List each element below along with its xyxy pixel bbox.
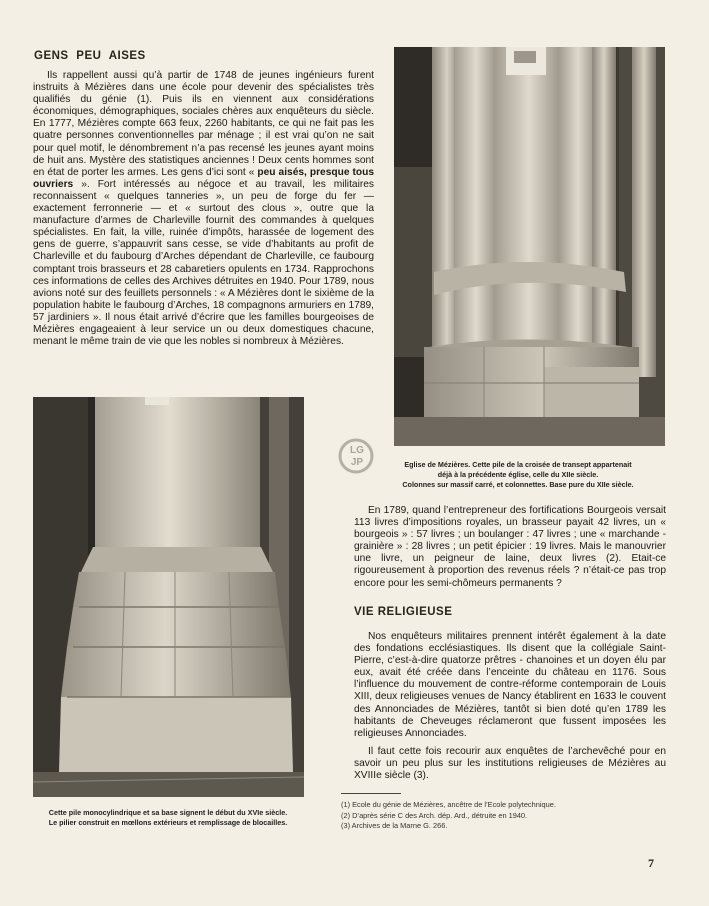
page-number: 7 bbox=[648, 856, 654, 870]
body-text-gens-peu-aises bbox=[33, 70, 374, 348]
footnote-1: (1) Ecole du génie de Mézières, ancêtre de l’Ecole polytechnique. bbox=[341, 800, 556, 809]
section-heading-vie-religieuse: VIE RELIGIEUSE bbox=[354, 606, 453, 618]
paragraph bbox=[33, 70, 374, 348]
text-run: Ils rappellent aussi qu’à partir de 1748 de jeunes ingénieurs furent instruits à Mézières dans une école pour devenir des spécialistes très qualifiés du génie (1). Puis ils en viennent aux considérations économiques, démographiques, sociales chères aux enquêteurs du siècle. En 1777, Mézières compte 663 feux, 2260 habitants, ce qui ne fait pas les quatre personnes conventionnelles par ménage ; il est vrai qu’on ne sait pour quel motif, le dénombrement n’a pas recensé les jeunes ayant moins de huit ans. Mystère des statistiques anciennes ! Deux cents hommes sont en état de porter les armes. Les gens d’ici sont « bbox=[33, 70, 374, 178]
photo-transept-pillar bbox=[394, 47, 665, 446]
caption-line: Cette pile monocylindrique et sa base signent le début du XVIe siècle. bbox=[48, 808, 288, 817]
caption-line: Eglise de Mézières. Cette pile de la croisée de transept appartenait bbox=[404, 460, 632, 469]
footnote-divider bbox=[341, 793, 401, 794]
photo-transept-pillar-image bbox=[394, 47, 665, 446]
body-text-impositions bbox=[354, 505, 666, 590]
caption-line: Colonnes sur massif carré, et colonnettes. Base pure du XIIe siècle. bbox=[402, 480, 634, 489]
text-run: ». Fort intéressés au négoce et au travail, les militaires reconnaissent « quelques tanneries », un peu de forge du fer — exactement ferronnerie — et « surtout des clous », outre que la manufacture d’armes de Charleville fournit des commandes à quelques spécialistes. En fait, la ville, ruinée d’impôts, harassée de logement des gens de guerre, s’appauvrit sans cesse, se vide d’habitants au profit de Charleville et du faubourg d’Arches dépendant de Charleville, ce faubourg comptant trois brasseurs et 28 cabaretiers opulents en 1734. Rapprochons ces informations de celles des Archives détruites en 1940. Pour 1789, nous avions noté sur des feuillets personnels : « A Mézières dont le sixième de la population habite le faubourg d’Arches, 18 compagnons armuriers en 1789, 57 jardiniers ». Il nous était arrivé d’écrire que les familles bourgeoises de Mézières engageaient à leur service un ou deux domestiques chacune, menant le même train de vie que les nobles si nombreux à Mézières. bbox=[33, 178, 374, 348]
caption-line: déjà à la précédente église, celle du XIIe siècle. bbox=[437, 470, 599, 479]
watermark-letters-bottom: JP bbox=[350, 457, 364, 468]
footnotes bbox=[341, 800, 661, 832]
watermark-letters-top: LG bbox=[350, 445, 364, 456]
caption-line: Le pilier construit en mœllons extérieurs et remplissage de blocailles. bbox=[48, 818, 288, 827]
body-text-vie-religieuse bbox=[354, 631, 666, 782]
section-heading-gens-peu-aises: GENS PEU AISES bbox=[34, 50, 146, 62]
footnote-2: (2) D’après série C des Arch. dép. Ard., détruite en 1940. bbox=[341, 810, 528, 820]
bold-text-run: peu aisés, presque tous ouvriers bbox=[33, 166, 374, 190]
caption-monocylindrical-pillar bbox=[8, 808, 328, 828]
paragraph: En 1789, quand l’entrepreneur des fortifications Bourgeois versait 113 livres d’impositions royales, un brasseur payait 42 livres, un « bourgeois » : 57 livres ; un boulanger : 47 livres ; une « marchande - grainière » : 28 livres ; un petit épicier : 19 livres. Mais le manouvrier une livre, un peigneur de laine, deux livres (2). Etait-ce rigoureusement à proportion des revenus réels ? n’était-ce pas trop encore pour les semi-chômeurs permanents ? bbox=[354, 505, 666, 589]
paragraph: Nos enquêteurs militaires prennent intérêt également à la date des fondations ecclésiastiques. Ils disent que la collégiale Saint-Pierre, c’est-à-dire quatorze prêtres - chanoines et un doyen élu par eux, avait été créée dans l’enceinte du château en 1176. Sous l’influence du mouvement de contre-réforme contemporain de Louis XIII, deux religieuses venues de Nancy établirent en 1633 le couvent des Annonciades de Mézières, tantôt si bien doté qu’en 1789 les habitants de Cheveuges réclameront que fussent imposées les religieuses Annonciades. bbox=[354, 631, 666, 739]
paragraph: Il faut cette fois recourir aux enquêtes de l’archevêché pour en savoir un peu plus sur les institutions religieuses de Mézières au XVIIIe siècle (3). bbox=[354, 745, 666, 782]
caption-transept-pillar bbox=[368, 460, 668, 490]
footnote-3: (3) Archives de la Marne G. 266. bbox=[341, 821, 448, 831]
photo-monocylindrical-pillar bbox=[33, 397, 304, 797]
photo-monocylindrical-pillar-image bbox=[33, 397, 304, 797]
